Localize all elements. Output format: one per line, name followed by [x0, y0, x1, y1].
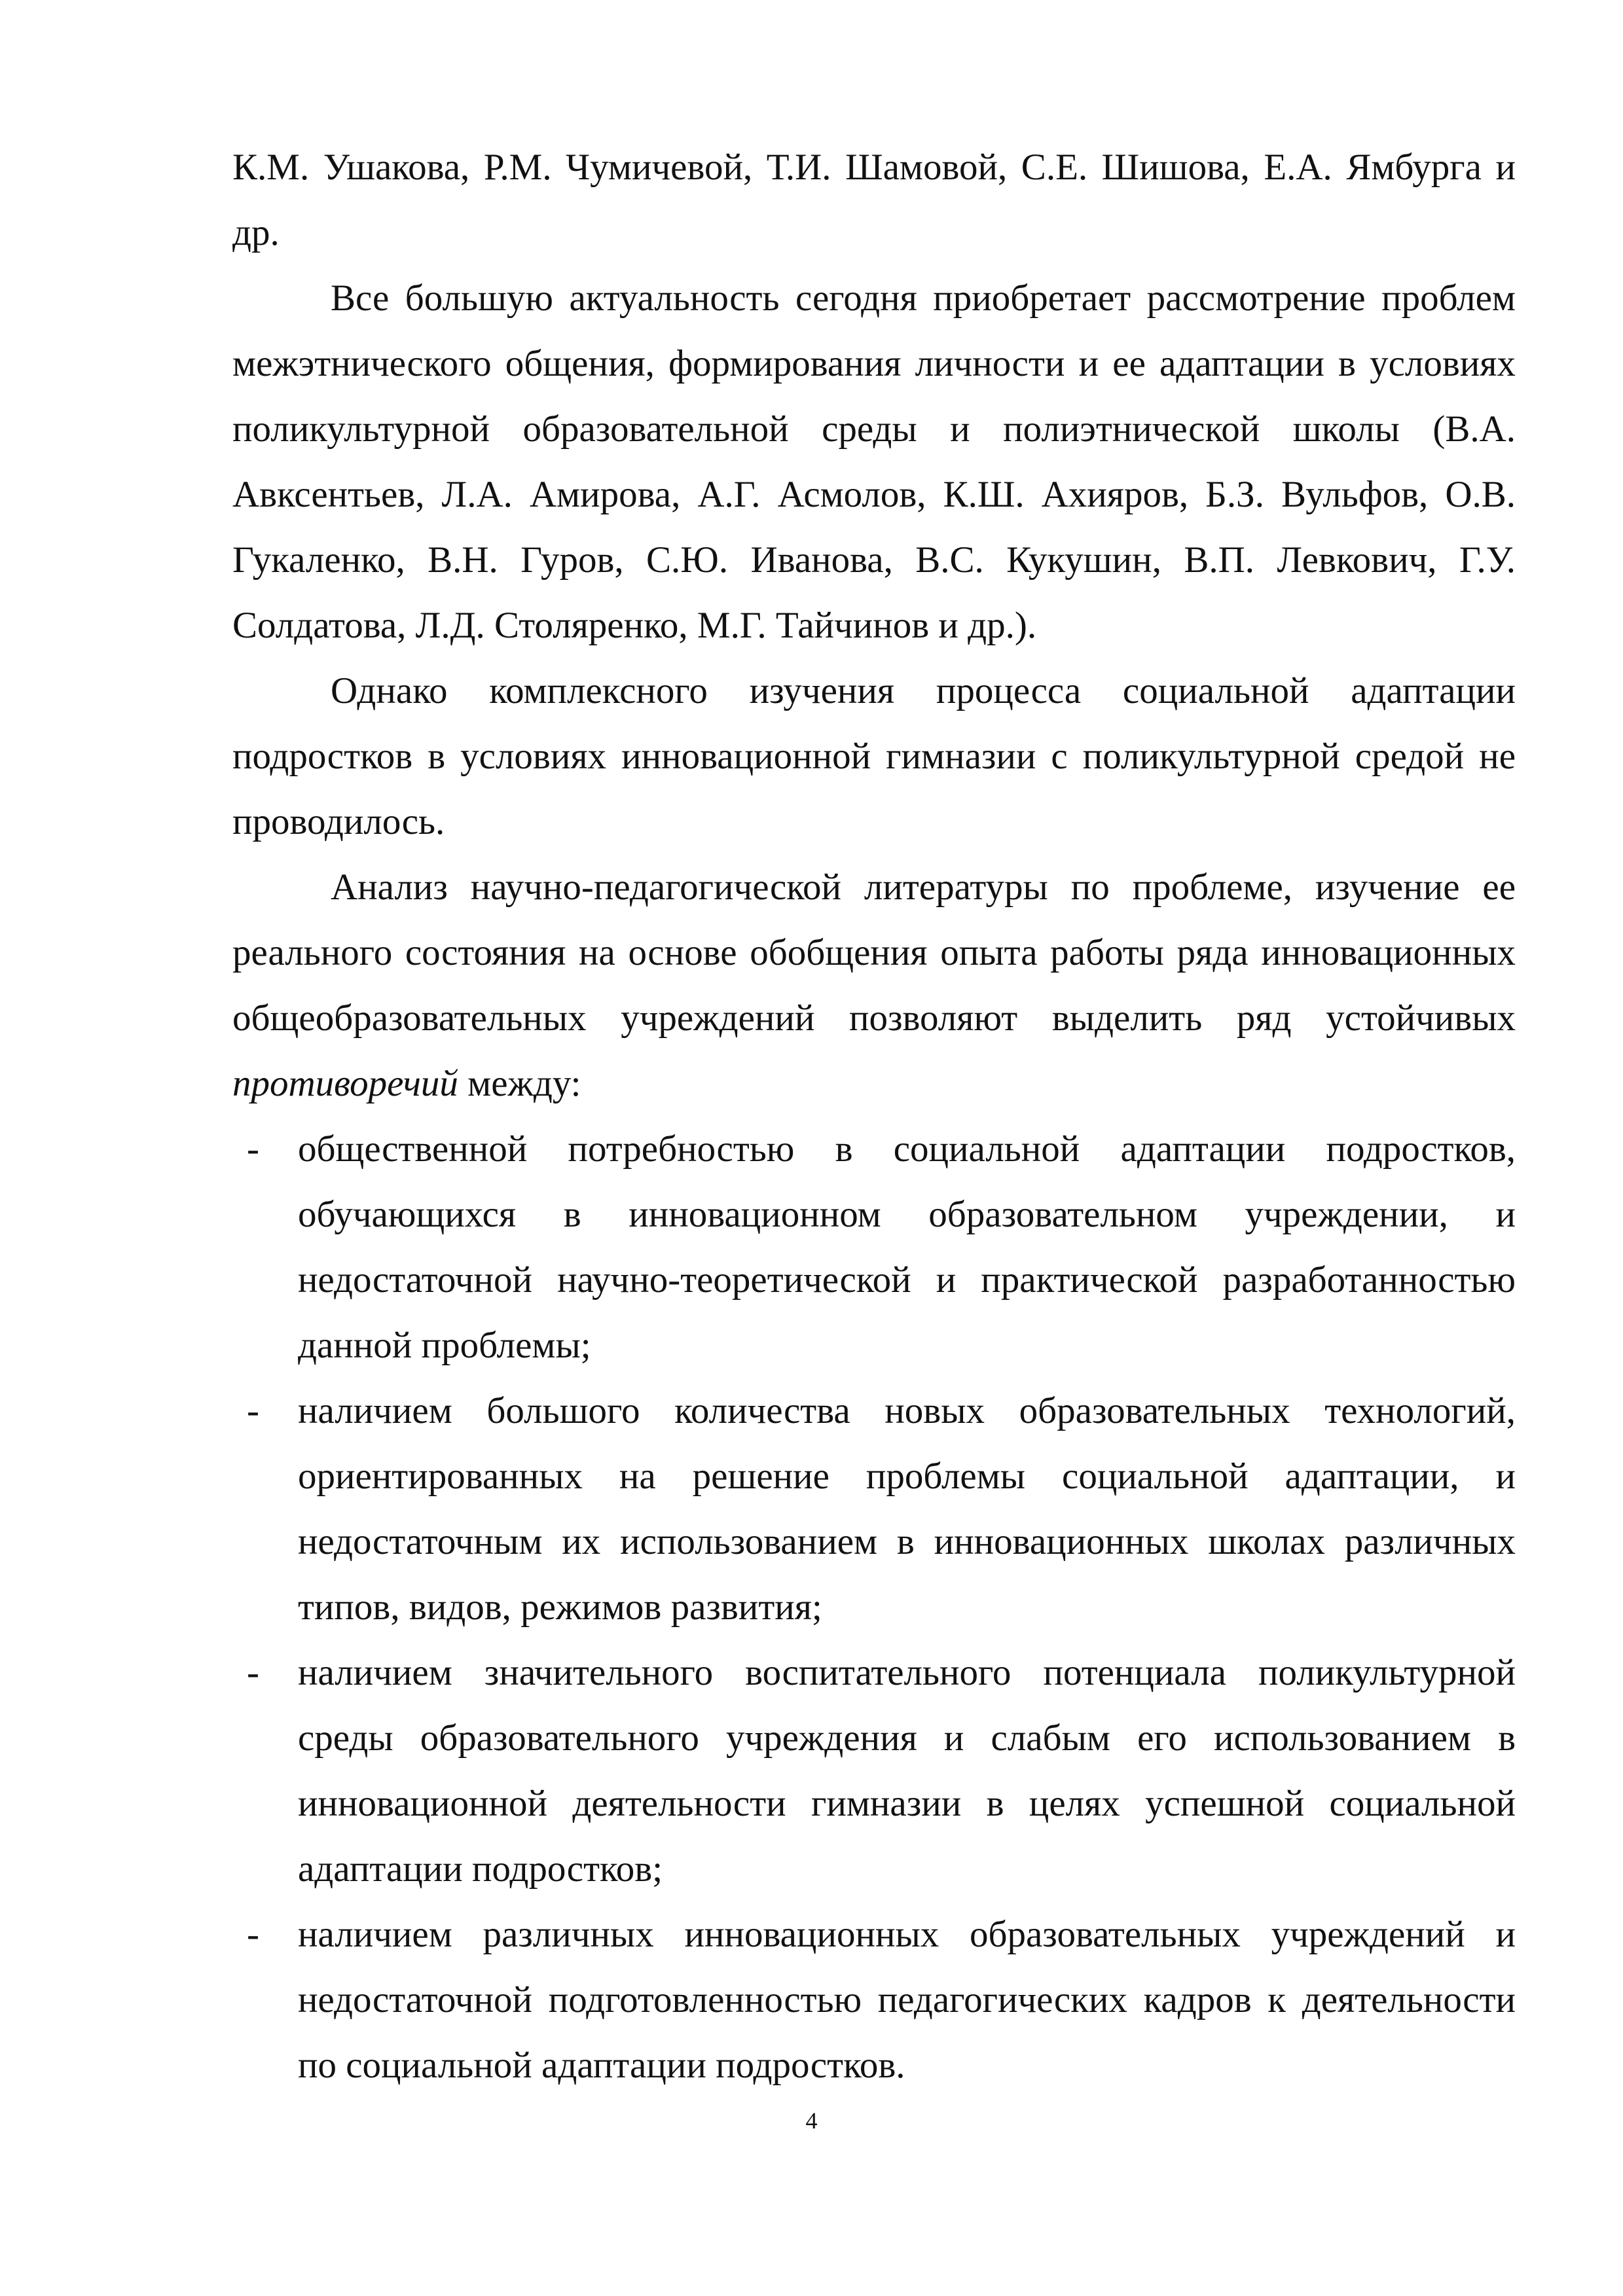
list-bullet: - [247, 1652, 259, 1693]
list-item-text: наличием различных инновационных образовательных учреждений и недостаточной подготовленностью педагогических кадров к деятельности по социальной адаптации подростков. [298, 1914, 1516, 2086]
list-item-text: общественной потребностью в социальной адаптации подростков, обучающихся в инновационном образовательном учреждении, и недостаточной научно-теоретической и практической разработанностью данной проблемы; [298, 1128, 1516, 1366]
list-item [232, 1117, 1516, 1378]
list-item [232, 1902, 1516, 2098]
list-bullet: - [247, 1914, 259, 1955]
document-body [232, 135, 1516, 2098]
paragraph-contradictions-intro [232, 855, 1516, 1117]
contradictions-intro-text: Анализ научно-педагогической литературы по проблеме, изучение ее реального состояния на основе обобщения опыта работы ряда инновационных общеобразовательных учреждений позволяют выделить ряд устойчивых [232, 867, 1516, 1039]
list-item [232, 1378, 1516, 1640]
list-bullet: - [247, 1128, 259, 1170]
paragraph-research-gap: Однако комплексного изучения процесса социальной адаптации подростков в условиях инновационной гимназии с поликультурной средой не проводилось. [232, 670, 1516, 842]
paragraph-authors-end: К.М. Ушакова, Р.М. Чумичевой, Т.И. Шамовой, С.Е. Шишова, Е.А. Ямбурга и др. [232, 147, 1516, 253]
list-item [232, 1640, 1516, 1902]
list-bullet: - [247, 1390, 259, 1431]
contradictions-emphasis: противоречий [232, 1063, 458, 1104]
page-number: 4 [805, 2108, 818, 2134]
paragraph-interethnic-problems: Все большую актуальность сегодня приобретает рассмотрение проблем межэтнического общения, формирования личности и ее адаптации в условиях поликультурной образовательной среды и полиэтнической школы (В.А. Авксентьев, Л.А. Амирова, А.Г. Асмолов, К.Ш. Ахияров, Б.З. Вульфов, О.В. Гукаленко, В.Н. Гуров, С.Ю. Иванова, В.С. Кукушин, В.П. Левкович, Г.У. Солдатова, Л.Д. Столяренко, М.Г. Тайчинов и др.). [232, 278, 1516, 646]
contradictions-intro-tail: между: [458, 1063, 581, 1104]
list-item-text: наличием значительного воспитательного потенциала поликультурной среды образовательного учреждения и слабым его использованием в инновационной деятельности гимназии в целях успешной социальной адаптации подростков; [298, 1652, 1516, 1890]
list-item-text: наличием большого количества новых образовательных технологий, ориентированных на решение проблемы социальной адаптации, и недостаточным их использованием в инновационных школах различных типов, видов, режимов развития; [298, 1390, 1516, 1628]
